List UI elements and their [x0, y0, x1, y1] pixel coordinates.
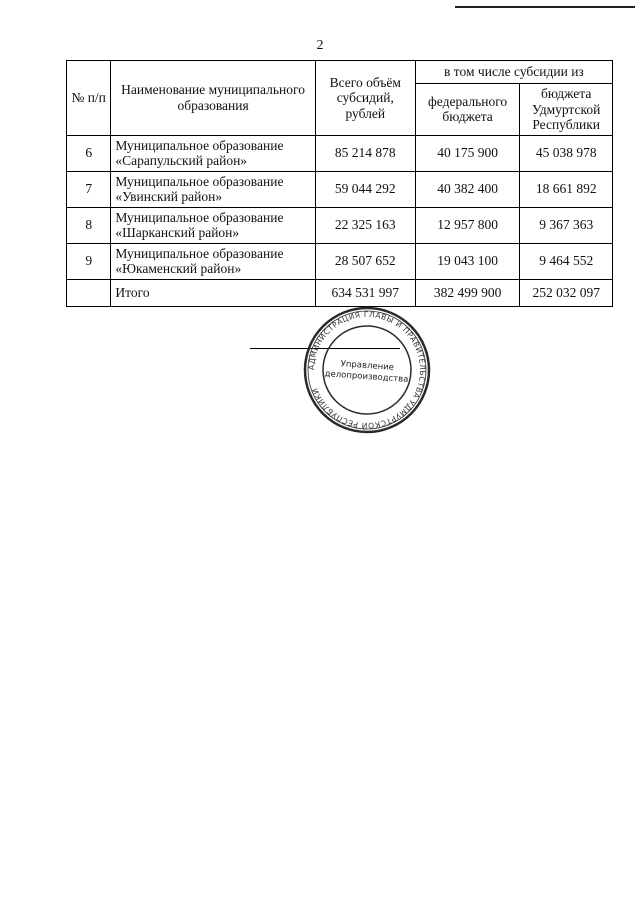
row-federal: 40 175 900 [415, 135, 520, 171]
row-total: 28 507 652 [315, 243, 415, 279]
row-federal: 19 043 100 [415, 243, 520, 279]
row-number: 6 [67, 135, 111, 171]
table-row [67, 207, 613, 243]
row-name-line1: Муниципальное образование [115, 245, 284, 261]
subsidy-table [66, 60, 613, 307]
row-number: 7 [67, 171, 111, 207]
total-row-number [67, 279, 111, 306]
official-stamp [298, 306, 436, 434]
row-name-line2: «Юкаменский район» [115, 261, 242, 277]
table-row [67, 171, 613, 207]
total-republic: 252 032 097 [520, 279, 613, 306]
row-name [111, 135, 315, 171]
row-name [111, 243, 315, 279]
row-name-line1: Муниципальное образование [115, 173, 284, 189]
total-federal: 382 499 900 [415, 279, 520, 306]
stamp-center-line1: Управление [340, 359, 395, 373]
total-row [67, 279, 613, 306]
header-name: Наименование муниципального образования [111, 61, 315, 136]
header-number: № п/п [67, 61, 111, 136]
table-row [67, 135, 613, 171]
row-federal: 40 382 400 [415, 171, 520, 207]
header-total: Всего объём субсидий, рублей [315, 61, 415, 136]
row-number: 8 [67, 207, 111, 243]
row-republic: 9 367 363 [520, 207, 613, 243]
page-number: 2 [316, 38, 324, 53]
row-name-line2: «Шарканский район» [115, 225, 240, 241]
row-federal: 12 957 800 [415, 207, 520, 243]
row-number: 9 [67, 243, 111, 279]
row-name [111, 171, 315, 207]
row-name-line1: Муниципальное образование [115, 209, 284, 225]
row-name-line1: Муниципальное образование [115, 137, 284, 153]
row-name-line2: «Увинский район» [115, 189, 223, 205]
total-sum: 634 531 997 [315, 279, 415, 306]
header-republic: бюджета Удмуртской Республики [520, 84, 613, 136]
row-total: 22 325 163 [315, 207, 415, 243]
stamp-center-line2: делопроизводства [324, 369, 409, 385]
row-total: 59 044 292 [315, 171, 415, 207]
row-republic: 45 038 978 [520, 135, 613, 171]
row-total: 85 214 878 [315, 135, 415, 171]
stamp-ring-text: АДМИНИСТРАЦИЯ ГЛАВЫ И ПРАВИТЕЛЬСТВА УДМУРТСКОЙ РЕСПУБЛИКИ [306, 309, 428, 431]
row-name [111, 207, 315, 243]
header-federal: федерального бюджета [415, 84, 520, 136]
top-corner-line [455, 6, 635, 8]
table-row [67, 243, 613, 279]
header-including: в том числе субсидии из [415, 61, 612, 84]
row-republic: 9 464 552 [520, 243, 613, 279]
total-label: Итого [111, 279, 315, 306]
row-republic: 18 661 892 [520, 171, 613, 207]
row-name-line2: «Сарапульский район» [115, 153, 248, 169]
